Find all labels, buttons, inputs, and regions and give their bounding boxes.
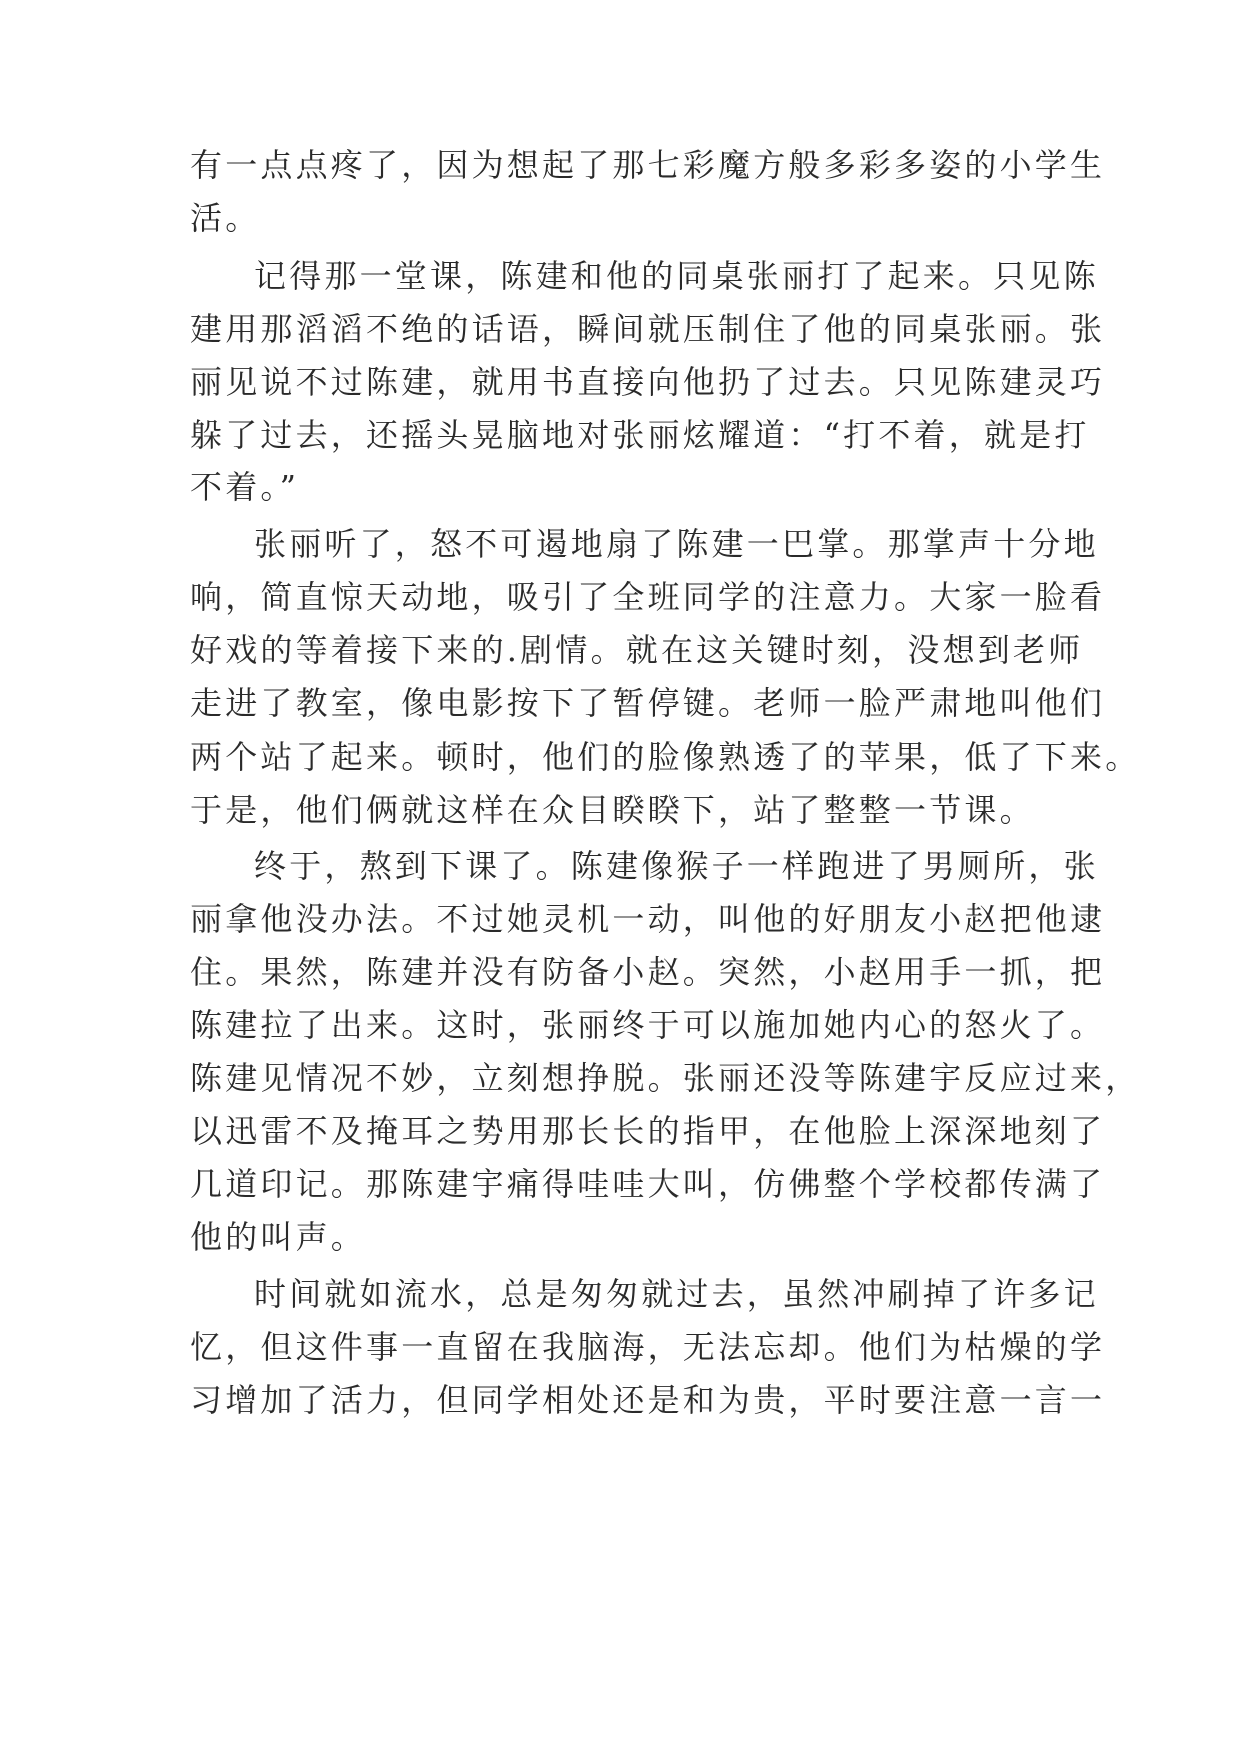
paragraph-first-line: 记得那一堂课，陈建和他的同桌张丽打了起来。只见陈 [254,257,1099,295]
paragraph-first-line: 时间就如流水，总是匆匆就过去，虽然冲刷掉了许多记 [254,1275,1099,1313]
text-line: 忆，但这件事一直留在我脑海，无法忘却。他们为枯燥的学 [190,1328,1106,1366]
text-line: 习增加了活力，但同学相处还是和为贵，平时要注意一言一 [190,1381,1106,1419]
text-line: 有一点点疼了，因为想起了那七彩魔方般多彩多姿的小学生 [190,146,1106,184]
text-line: 住。果然，陈建并没有防备小赵。突然，小赵用手一抓，把 [190,953,1106,991]
text-line: 丽见说不过陈建，就用书直接向他扔了过去。只见陈建灵巧 [190,363,1106,401]
text-line: 陈建拉了出来。这时，张丽终于可以施加她内心的怒火了。 [190,1006,1106,1044]
text-line: 活。 [190,199,261,237]
text-line: 以迅雷不及掩耳之势用那长长的指甲，在他脸上深深地刻了 [190,1112,1106,1150]
text-line: 于是，他们俩就这样在众目睽睽下，站了整整一节课。 [190,791,1035,829]
text-line: 几道印记。那陈建宇痛得哇哇大叫，仿佛整个学校都传满了 [190,1165,1106,1203]
text-line: 他的叫声。 [190,1218,367,1256]
paragraph-first-line: 终于，熬到下课了。陈建像猴子一样跑进了男厕所，张 [254,847,1099,885]
text-line: 躲了过去，还摇头晃脑地对张丽炫耀道：“打不着，就是打 [190,416,1090,454]
text-line: 两个站了起来。顿时，他们的脸像熟透了的苹果，低了下来。 [190,738,1141,776]
text-line: 丽拿他没办法。不过她灵机一动，叫他的好朋友小赵把他逮 [190,900,1106,938]
paragraph-first-line: 张丽听了，怒不可遏地扇了陈建一巴掌。那掌声十分地 [254,525,1099,563]
text-line: 不着。” [190,468,300,506]
text-line: 响，简直惊天动地，吸引了全班同学的注意力。大家一脸看 [190,578,1106,616]
text-line: 走进了教室，像电影按下了暂停键。老师一脸严肃地叫他们 [190,684,1106,722]
text-line: 好戏的等着接下来的.剧情。就在这关键时刻，没想到老师 [190,631,1084,669]
text-line: 建用那滔滔不绝的话语，瞬间就压制住了他的同桌张丽。张 [190,310,1106,348]
text-line: 陈建见情况不妙，立刻想挣脱。张丽还没等陈建宇反应过来， [190,1059,1141,1097]
